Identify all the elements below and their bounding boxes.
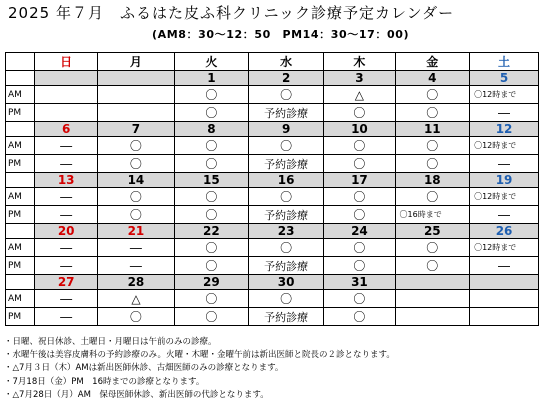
pm-status-cell: 〇: [395, 155, 470, 173]
am-status-cell: △: [324, 86, 395, 104]
pm-status-cell: 〇: [395, 104, 470, 122]
date-cell: 25: [395, 224, 470, 239]
pm-status-cell: 〇: [324, 308, 395, 326]
am-status-cell: 〇: [248, 239, 323, 257]
weekday-header-row: [6, 53, 539, 71]
am-status-cell: 〇: [324, 239, 395, 257]
date-cell: 20: [35, 224, 98, 239]
pm-status-cell: 〇: [174, 308, 248, 326]
date-cell: 4: [395, 71, 470, 86]
am-row: [6, 86, 539, 104]
week-corner-cell: [6, 275, 35, 290]
date-row: [6, 173, 539, 188]
am-row: [6, 188, 539, 206]
pm-status-cell: 〇: [97, 308, 174, 326]
pm-status-cell: 〇: [324, 206, 395, 224]
am-status-cell: ―: [35, 137, 98, 155]
pm-status-cell: 〇: [174, 257, 248, 275]
am-status-cell: 〇12時まで: [470, 137, 539, 155]
date-cell: 1: [174, 71, 248, 86]
pm-row: [6, 257, 539, 275]
pm-status-cell: 予約診療: [248, 257, 323, 275]
am-status-cell: 〇: [174, 86, 248, 104]
am-status-cell: 〇: [248, 290, 323, 308]
pm-status-cell: [35, 104, 98, 122]
date-row: [6, 71, 539, 86]
pm-status-cell: ―: [470, 257, 539, 275]
am-status-cell: [35, 86, 98, 104]
am-status-cell: △: [97, 290, 174, 308]
date-row: [6, 224, 539, 239]
am-status-cell: ―: [35, 290, 98, 308]
am-status-cell: ―: [35, 188, 98, 206]
pm-status-cell: ―: [35, 308, 98, 326]
am-status-cell: 〇: [395, 137, 470, 155]
date-cell: [395, 275, 470, 290]
session-label: PM: [6, 308, 35, 326]
pm-status-cell: [97, 104, 174, 122]
week-corner-cell: [6, 173, 35, 188]
date-row: [6, 275, 539, 290]
date-cell: 3: [324, 71, 395, 86]
pm-row: [6, 206, 539, 224]
week-corner-cell: [6, 224, 35, 239]
date-cell: [470, 275, 539, 290]
calendar-table: [5, 52, 539, 326]
date-cell: 22: [174, 224, 248, 239]
pm-status-cell: 予約診療: [248, 155, 323, 173]
date-cell: 8: [174, 122, 248, 137]
date-row: [6, 122, 539, 137]
session-label: PM: [6, 257, 35, 275]
pm-status-cell: 予約診療: [248, 308, 323, 326]
date-cell: 9: [248, 122, 323, 137]
date-cell: 5: [470, 71, 539, 86]
date-cell: [35, 71, 98, 86]
date-cell: 18: [395, 173, 470, 188]
pm-status-cell: 〇: [174, 206, 248, 224]
am-status-cell: 〇: [395, 86, 470, 104]
pm-status-cell: 〇: [174, 155, 248, 173]
weekday-sat: 土: [470, 53, 539, 71]
pm-status-cell: 予約診療: [248, 104, 323, 122]
date-cell: 29: [174, 275, 248, 290]
am-row: [6, 290, 539, 308]
pm-status-cell: ―: [97, 257, 174, 275]
session-label: AM: [6, 239, 35, 257]
am-status-cell: 〇: [324, 137, 395, 155]
am-status-cell: ―: [97, 239, 174, 257]
week-corner-cell: [6, 122, 35, 137]
am-status-cell: 〇12時まで: [470, 86, 539, 104]
weekday-fri: 金: [395, 53, 470, 71]
pm-status-cell: ―: [35, 155, 98, 173]
am-status-cell: 〇: [97, 137, 174, 155]
date-cell: [97, 71, 174, 86]
date-cell: 10: [324, 122, 395, 137]
session-label: AM: [6, 137, 35, 155]
session-label: PM: [6, 104, 35, 122]
date-cell: 14: [97, 173, 174, 188]
am-status-cell: 〇: [174, 290, 248, 308]
pm-status-cell: 〇: [395, 257, 470, 275]
am-status-cell: 〇12時まで: [470, 239, 539, 257]
pm-row: [6, 155, 539, 173]
am-status-cell: 〇: [97, 188, 174, 206]
note-line: ・日曜、祝日休診、土曜日・月曜日は午前のみの診療。: [4, 337, 217, 347]
pm-status-cell: ―: [470, 155, 539, 173]
pm-status-cell: 〇: [97, 155, 174, 173]
pm-status-cell: ―: [35, 257, 98, 275]
weekday-thu: 木: [324, 53, 395, 71]
pm-status-cell: 〇: [97, 206, 174, 224]
am-status-cell: 〇: [248, 137, 323, 155]
date-cell: 26: [470, 224, 539, 239]
am-status-cell: 〇: [324, 188, 395, 206]
pm-status-cell: [470, 308, 539, 326]
pm-status-cell: ―: [35, 206, 98, 224]
am-status-cell: [395, 290, 470, 308]
am-status-cell: 〇: [174, 137, 248, 155]
am-status-cell: 〇12時まで: [470, 188, 539, 206]
am-row: [6, 137, 539, 155]
date-cell: 12: [470, 122, 539, 137]
am-status-cell: 〇: [174, 188, 248, 206]
notes-section: [4, 336, 395, 402]
date-cell: 30: [248, 275, 323, 290]
session-label: AM: [6, 188, 35, 206]
session-label: PM: [6, 155, 35, 173]
pm-status-cell: 予約診療: [248, 206, 323, 224]
session-label: AM: [6, 86, 35, 104]
date-cell: 31: [324, 275, 395, 290]
weekday-sun: 日: [35, 53, 98, 71]
weekday-wed: 水: [248, 53, 323, 71]
date-cell: 17: [324, 173, 395, 188]
am-status-cell: 〇: [248, 86, 323, 104]
pm-status-cell: ―: [470, 206, 539, 224]
date-cell: 2: [248, 71, 323, 86]
date-cell: 6: [35, 122, 98, 137]
date-cell: 11: [395, 122, 470, 137]
am-status-cell: 〇: [324, 290, 395, 308]
note-line: ・△7月３日（木）AMは新出医師休診、古畑医師のみの診療となります。: [4, 363, 284, 374]
session-label: PM: [6, 206, 35, 224]
pm-row: [6, 104, 539, 122]
pm-status-cell: 〇: [174, 104, 248, 122]
pm-status-cell: ―: [470, 104, 539, 122]
week-corner-cell: [6, 71, 35, 86]
pm-status-cell: 〇16時まで: [395, 206, 470, 224]
hours-subtitle: (AM8：30〜12：50 PM14：30〜17：00): [152, 28, 410, 41]
am-status-cell: 〇: [248, 188, 323, 206]
am-status-cell: [97, 86, 174, 104]
calendar-title: 2025 年７月 ふるはた皮ふ科クリニック診療予定カレンダー: [8, 4, 455, 22]
am-row: [6, 239, 539, 257]
date-cell: 27: [35, 275, 98, 290]
note-line: ・水曜午後は美容皮膚科の予約診療のみ。火曜・木曜・金曜午前は新出医師と院長の２診となります。: [4, 350, 395, 361]
pm-status-cell: 〇: [324, 104, 395, 122]
pm-status-cell: 〇: [324, 257, 395, 275]
weekday-mon: 月: [97, 53, 174, 71]
note-line: ・△7月28日（月）AM 保母医師休診、新出医師の代診となります。: [4, 389, 269, 400]
am-status-cell: ―: [35, 239, 98, 257]
note-line: ・7月18日（金）PM 16時までの診療となります。: [4, 376, 205, 387]
pm-status-cell: 〇: [324, 155, 395, 173]
pm-row: [6, 308, 539, 326]
am-status-cell: [470, 290, 539, 308]
pm-status-cell: [395, 308, 470, 326]
date-cell: 23: [248, 224, 323, 239]
date-cell: 13: [35, 173, 98, 188]
corner-cell: [6, 53, 35, 71]
weekday-tue: 火: [174, 53, 248, 71]
date-cell: 15: [174, 173, 248, 188]
session-label: AM: [6, 290, 35, 308]
date-cell: 24: [324, 224, 395, 239]
am-status-cell: 〇: [395, 239, 470, 257]
date-cell: 28: [97, 275, 174, 290]
date-cell: 21: [97, 224, 174, 239]
date-cell: 16: [248, 173, 323, 188]
am-status-cell: 〇: [174, 239, 248, 257]
date-cell: 19: [470, 173, 539, 188]
am-status-cell: 〇: [395, 188, 470, 206]
date-cell: 7: [97, 122, 174, 137]
